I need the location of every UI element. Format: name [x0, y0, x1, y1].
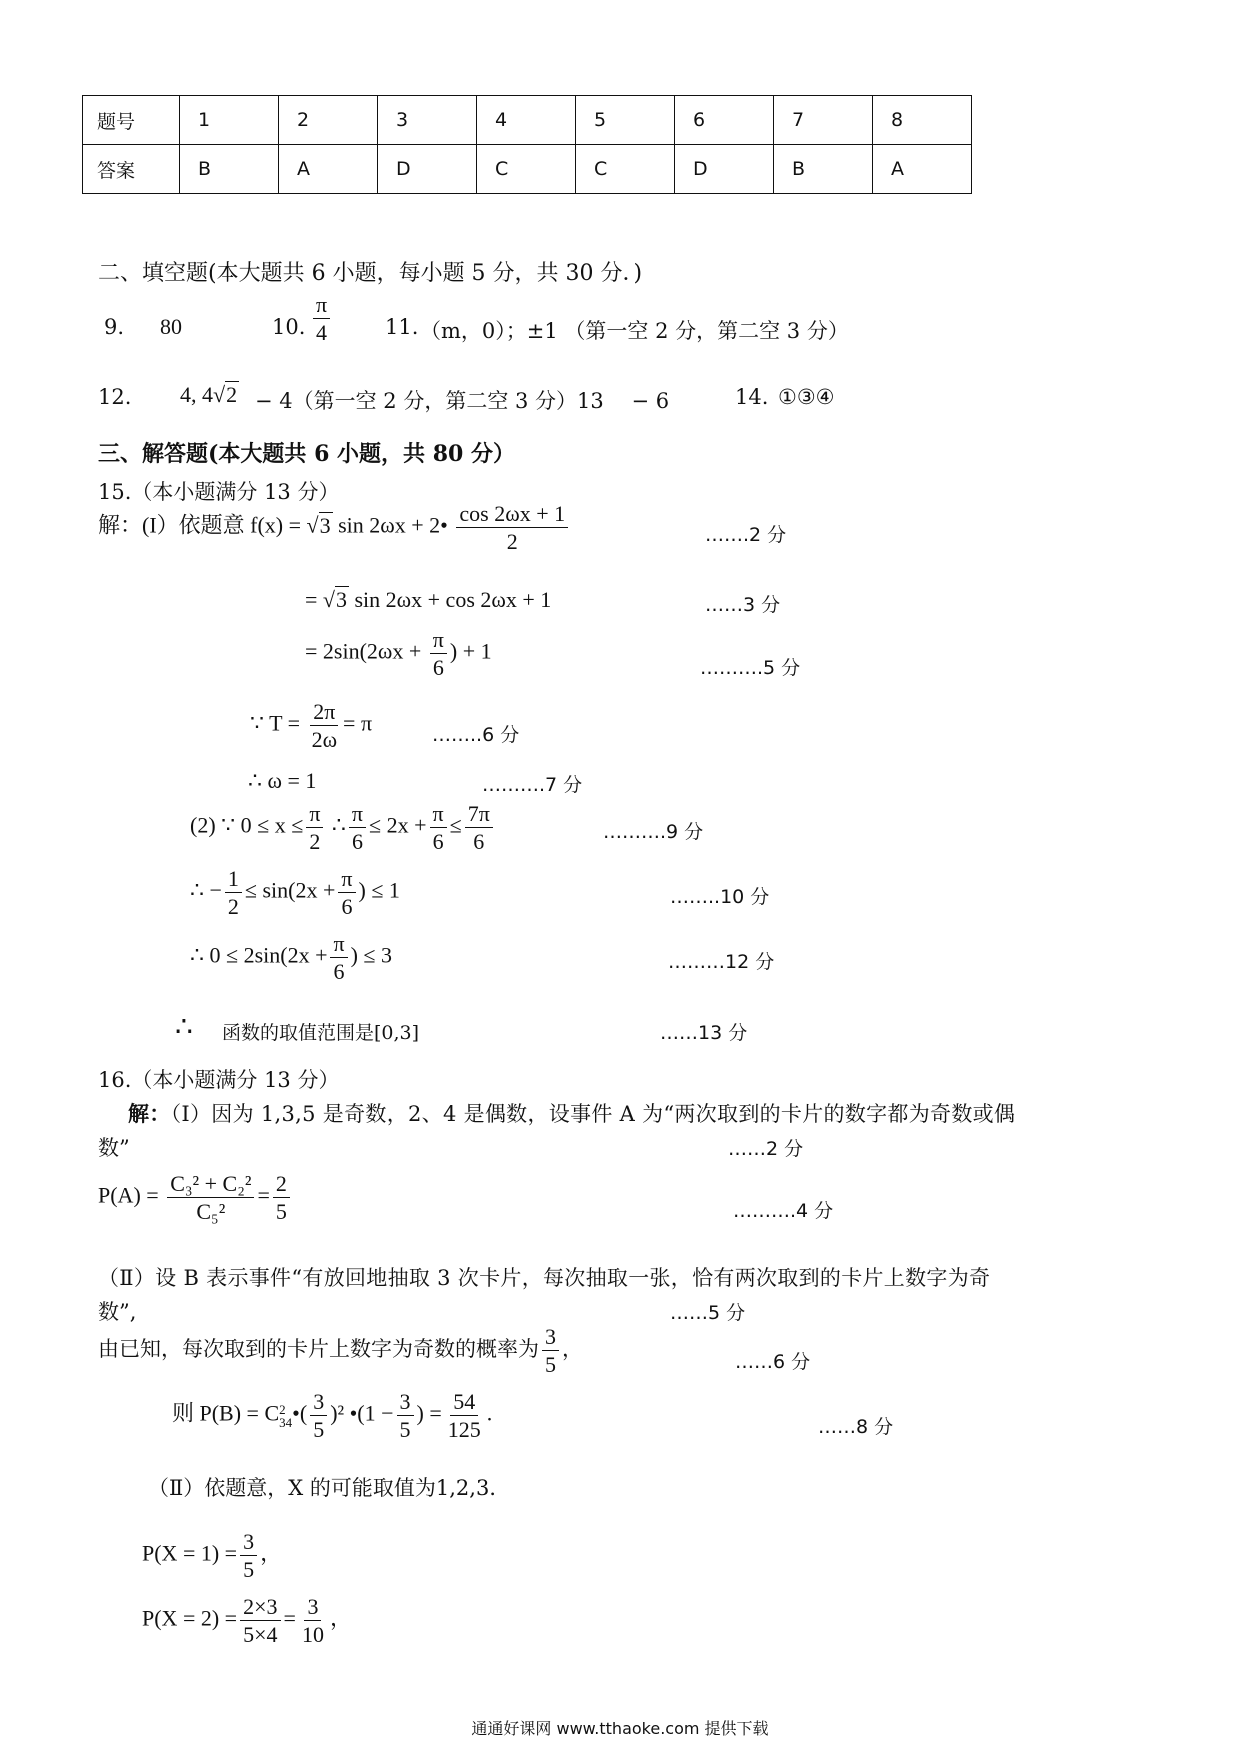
q11-answer: （m，0）；±1 （第一空 2 分，第二空 3 分）: [420, 319, 849, 343]
denominator: 5: [243, 1557, 255, 1583]
points-label: ……….7 分: [482, 774, 583, 796]
points-label: ………12 分: [668, 951, 775, 973]
q10-answer: [310, 293, 333, 344]
text-segment: )² •(1 −: [330, 1400, 394, 1426]
table-cell: 题号: [83, 96, 180, 145]
sqrt-radicand: 3: [319, 512, 331, 538]
q9-number: 9.: [104, 315, 125, 339]
q15-line4: [250, 700, 372, 751]
text-segment: P(A) =: [98, 1182, 165, 1208]
points-label: ……3 分: [705, 594, 781, 616]
text-segment: ∵ T =: [250, 710, 306, 736]
q16-paragraph1-cont: 数”: [98, 1136, 130, 1160]
points-label: ……….4 分: [733, 1200, 834, 1222]
fraction: [306, 802, 323, 853]
numerator: 3: [240, 1530, 257, 1556]
numerator: π: [330, 932, 347, 958]
text-segment: ≤: [449, 812, 462, 838]
text-segment: ，: [260, 1540, 283, 1566]
table-cell: 6: [675, 96, 774, 145]
q15-header: 15.（本小题满分 13 分）: [98, 480, 340, 504]
table-cell: A: [873, 145, 972, 194]
numerator: π: [338, 867, 355, 893]
text-segment: ≤ 2x +: [369, 812, 427, 838]
q14-answer: ①③④: [778, 385, 835, 409]
fraction: [338, 867, 355, 918]
numerator: π: [430, 628, 447, 654]
table-row: [83, 96, 972, 145]
points-label: ……….9 分: [603, 821, 704, 843]
text-segment: •(: [292, 1400, 308, 1426]
denominator: 4: [316, 320, 328, 346]
q15-line9: 函数的取值范围是[0,3]: [222, 1022, 420, 1044]
table-cell: 5: [576, 96, 675, 145]
numerator: 3: [310, 1390, 327, 1416]
q15-line1: 解：(I）依题意 f(x) = √3 sin 2ωx + 2• $\frac{\cos 2\omega x + 1}{2}$: [98, 502, 571, 553]
text-segment: ) ≤ 3: [350, 942, 392, 968]
numerator: cos 2ωx + 1: [456, 502, 568, 528]
q16-pb-formula: [172, 1390, 492, 1441]
q15-line7: [190, 867, 400, 918]
q16-paragraph1: [128, 1098, 1015, 1128]
fraction: [349, 802, 366, 853]
section-title-fill-blank: 二、填空题(本大题共 6 小题，每小题 5 分，共 30 分．): [98, 261, 643, 286]
q14-number: 14.: [735, 385, 769, 409]
points-label: ……5 分: [670, 1302, 746, 1324]
numerator: 2×3: [240, 1595, 280, 1621]
fraction: [445, 1390, 484, 1441]
text-segment: =: [283, 1605, 296, 1631]
text-segment: =: [257, 1182, 270, 1208]
table-cell: B: [180, 145, 279, 194]
denominator: 5: [313, 1417, 325, 1443]
text-segment: ∴: [331, 812, 346, 838]
table-cell: 2: [279, 96, 378, 145]
fraction: [313, 293, 330, 344]
fraction: [430, 628, 447, 679]
numerator: 2: [273, 1172, 290, 1198]
text-segment: ≤ sin(2x +: [244, 877, 336, 903]
numerator: π: [306, 802, 323, 828]
fraction: [465, 802, 493, 853]
points-label: …….2 分: [705, 524, 787, 546]
q16-header: 16.（本小题满分 13 分）: [98, 1068, 340, 1092]
table-cell: 1: [180, 96, 279, 145]
table-cell: 7: [774, 96, 873, 145]
table-cell: 答案: [83, 145, 180, 194]
text-segment: = π: [343, 710, 373, 736]
fraction: [225, 867, 242, 918]
q9-answer: 80: [160, 314, 182, 339]
points-label: ……….5 分: [700, 657, 801, 679]
points-label: ……..6 分: [432, 724, 520, 746]
sqrt-radicand: 2: [226, 382, 238, 407]
page-footer: 通通好课网 www.tthaoke.com 提供下载: [471, 1719, 769, 1738]
q16-paragraph3: [98, 1325, 583, 1376]
q12-number: 12.: [98, 385, 132, 409]
text-segment: 则 P(B) = C: [172, 1400, 280, 1426]
q16-paragraph2: （Ⅱ）设 B 表示事件“有放回地抽取 3 次卡片，每次抽取一张，恰有两次取到的卡片上数字为奇: [98, 1266, 991, 1290]
denominator: 2: [506, 529, 518, 555]
points-label: ……6 分: [735, 1351, 811, 1373]
denominator: 6: [432, 655, 444, 681]
denominator: 6: [333, 959, 345, 985]
text-segment: 解：(I）依题意 f(x) =: [98, 512, 307, 538]
table-cell: 8: [873, 96, 972, 145]
text-segment: sin 2ωx + 2•: [338, 512, 448, 538]
numerator: C₃² + C₂²: [167, 1172, 254, 1198]
denominator: C₅²: [196, 1199, 226, 1225]
solution-label: 解：: [128, 1101, 171, 1126]
text-segment: （Ⅰ）因为 1,3,5 是奇数，2、4 是偶数，设事件 A 为“两次取到的卡片的数字都为奇数或偶: [170, 1102, 1016, 1126]
q11-number: 11.: [385, 315, 419, 339]
denominator: 2: [309, 829, 321, 855]
text-segment: = 2sin(2ωx +: [305, 638, 427, 664]
text-segment: 4, 4: [180, 382, 213, 407]
denominator: 5: [545, 1352, 556, 1378]
numerator: 7π: [465, 802, 493, 828]
numerator: 3: [304, 1595, 321, 1621]
denominator: 2: [227, 894, 239, 920]
table-cell: D: [675, 145, 774, 194]
denominator: 10: [301, 1622, 324, 1648]
q12-answer: 4, 4√2: [180, 382, 238, 407]
points-label: ……8 分: [818, 1416, 894, 1438]
text-segment: ∴ 0 ≤ 2sin(2x +: [190, 942, 328, 968]
fraction: [309, 700, 340, 751]
q15-line6: [190, 802, 496, 853]
text-segment: (2) ∵ 0 ≤ x ≤: [190, 812, 304, 838]
text-segment: ) + 1: [449, 638, 492, 664]
points-label: ……13 分: [660, 1022, 748, 1044]
q16-paragraph2-cont: 数”,: [98, 1300, 137, 1324]
text-segment: ，: [329, 1605, 352, 1631]
denominator: 6: [341, 894, 353, 920]
sqrt-radicand: 3: [336, 587, 347, 612]
points-label: ……..10 分: [670, 886, 770, 908]
q12-13-answer: − 4（第一空 2 分，第二空 3 分）13 − 6: [255, 389, 670, 413]
fraction: [240, 1595, 280, 1646]
denominator: 5: [275, 1199, 287, 1225]
fraction: [330, 932, 347, 983]
fraction: [240, 1530, 257, 1581]
therefore-symbol: ∴: [175, 1012, 193, 1043]
table-cell: 4: [477, 96, 576, 145]
fraction: [542, 1325, 559, 1376]
table-cell: A: [279, 145, 378, 194]
text-segment: sin 2ωx + cos 2ωx + 1: [354, 587, 552, 612]
denominator: 6: [473, 829, 485, 855]
fraction: [167, 1172, 254, 1223]
numerator: 1: [225, 867, 242, 893]
text-segment: 由已知，每次取到的卡片上数字为奇数的概率为: [98, 1337, 539, 1362]
superscript: 2: [279, 1401, 286, 1417]
table-cell: 3: [378, 96, 477, 145]
numerator: 3: [542, 1325, 559, 1351]
text-segment: P(X = 1) =: [142, 1540, 238, 1566]
denominator: 6: [351, 829, 363, 855]
fraction: [397, 1390, 414, 1441]
answer-table: [82, 95, 972, 194]
q15-line8: [190, 932, 392, 983]
numerator: π: [430, 802, 447, 828]
subscript: 34: [279, 1414, 293, 1430]
q10-number: 10.: [272, 315, 306, 339]
table-cell: C: [477, 145, 576, 194]
q15-line5: ∴ ω = 1: [248, 768, 317, 793]
q15-line2: = √3 sin 2ωx + cos 2ωx + 1: [305, 587, 552, 612]
table-cell: D: [378, 145, 477, 194]
q16-pa-formula: [98, 1172, 293, 1223]
numerator: 3: [397, 1390, 414, 1416]
fraction: [299, 1595, 327, 1646]
q16-px1-formula: [142, 1530, 282, 1581]
fraction: [310, 1390, 327, 1441]
numerator: π: [349, 802, 366, 828]
denominator: 2ω: [311, 727, 338, 753]
points-label: ……2 分: [728, 1138, 804, 1160]
fraction: [430, 802, 447, 853]
denominator: 5×4: [243, 1622, 278, 1648]
table-row: [83, 145, 972, 194]
numerator: 54: [450, 1390, 478, 1416]
q16-paragraph4: （Ⅱ）依题意，X 的可能取值为1,2,3．: [148, 1476, 511, 1500]
table-cell: C: [576, 145, 675, 194]
numerator: 2π: [310, 700, 338, 726]
table-cell: B: [774, 145, 873, 194]
text-segment: P(X = 2) =: [142, 1605, 238, 1631]
text-segment: ∴ −: [190, 877, 222, 903]
text-segment: ) ≤ 1: [358, 877, 400, 903]
denominator: 125: [447, 1417, 481, 1443]
q16-px2-formula: [142, 1595, 352, 1646]
section-title-solutions: 三、解答题(本大题共 6 小题，共 80 分）: [98, 441, 515, 467]
q15-line3: [305, 628, 492, 679]
text-segment: =: [305, 587, 323, 612]
text-segment: ，: [562, 1337, 583, 1362]
fraction: [456, 502, 568, 553]
text-segment: .: [486, 1400, 493, 1426]
fraction: [273, 1172, 290, 1223]
denominator: 6: [432, 829, 444, 855]
numerator: π: [313, 293, 330, 319]
text-segment: ) =: [416, 1400, 442, 1426]
denominator: 5: [399, 1417, 411, 1443]
